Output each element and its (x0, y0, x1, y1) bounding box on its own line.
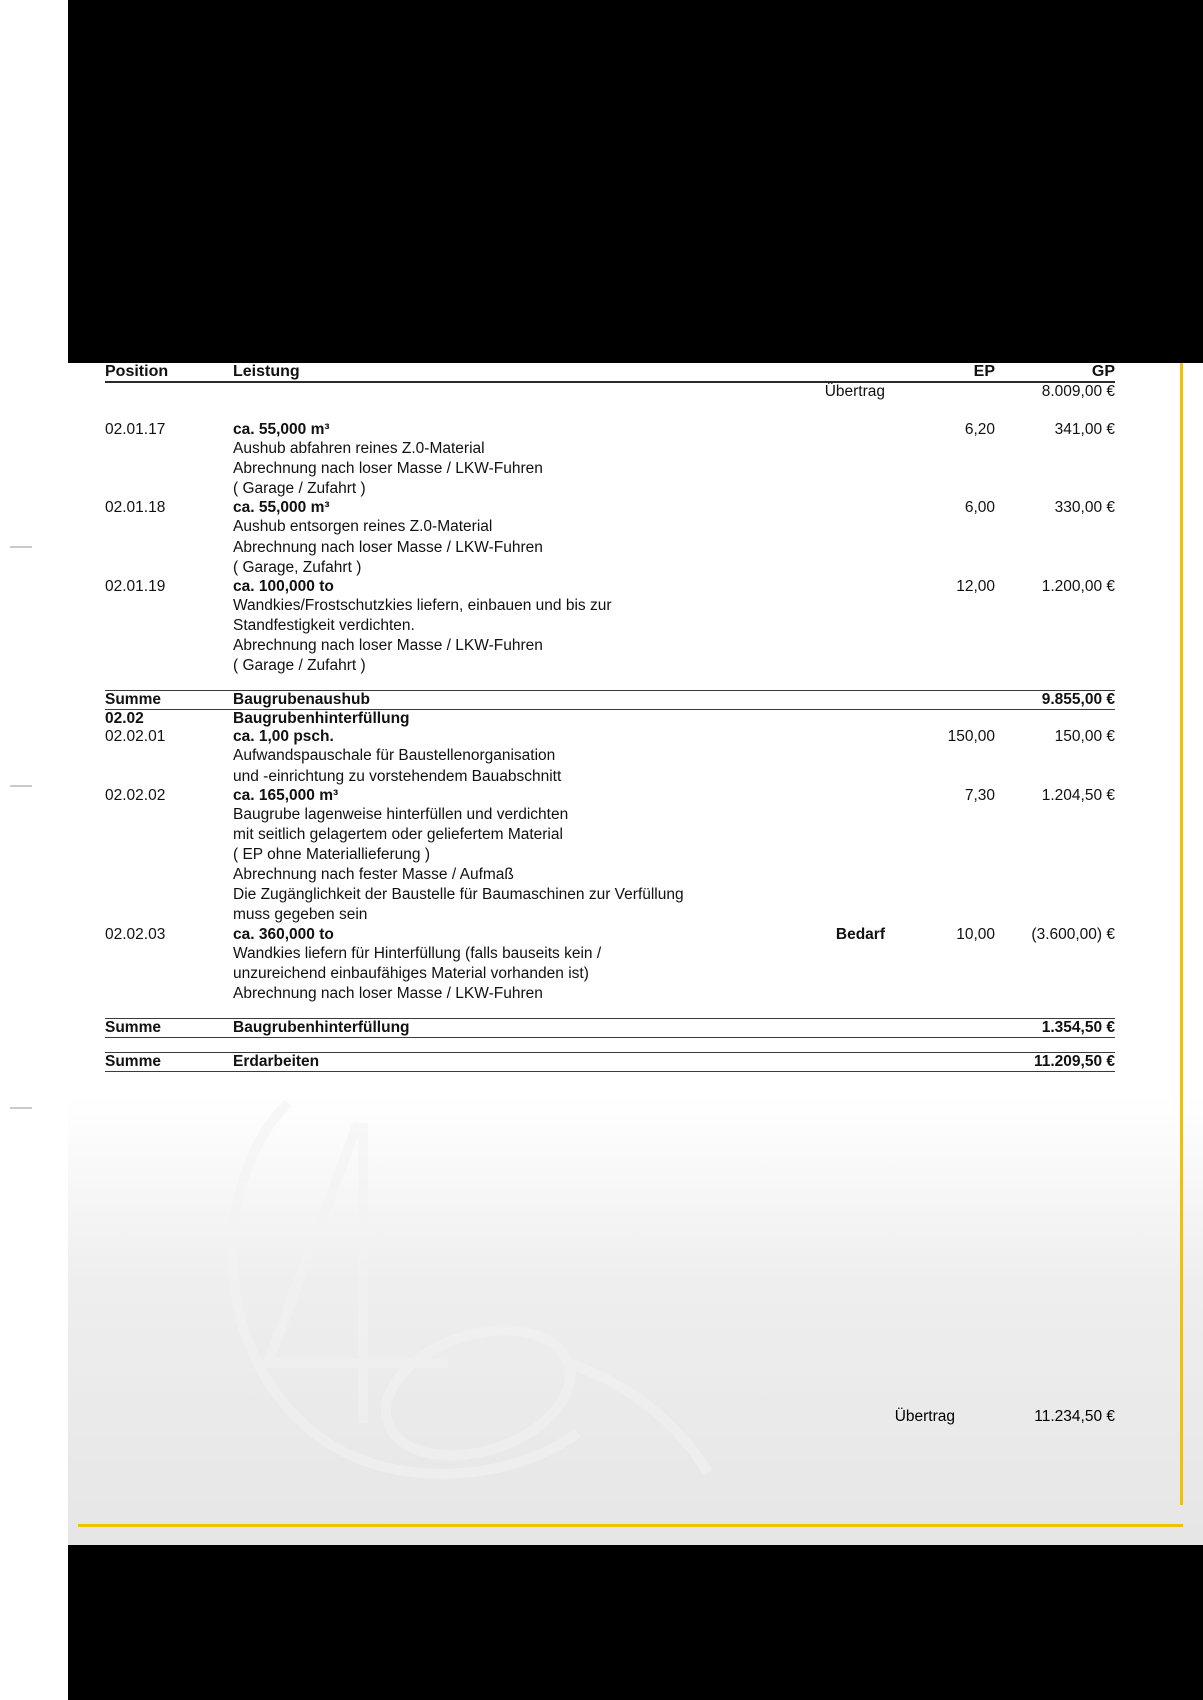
sum-title: Baugrubenaushub (233, 691, 370, 709)
item-description-cell (233, 926, 789, 1004)
summary-row-baugrubenaushub (105, 691, 1115, 709)
group-ep (885, 710, 995, 728)
item-ep: 6,20 (964, 421, 995, 438)
group-number: 02.02 (105, 710, 144, 728)
item-line: Wandkies liefern für Hinterfüllung (falls bauseits kein / (233, 944, 602, 962)
table-row[interactable] (105, 728, 1115, 786)
sum-value: 1.354,50 € (1041, 1018, 1115, 1036)
sum-flag (789, 1019, 885, 1037)
group-heading-row (105, 710, 1115, 728)
item-line: Standfestigkeit verdichten. (233, 616, 415, 634)
column-header-leistung: Leistung (233, 363, 300, 380)
item-description-cell (233, 421, 789, 499)
item-position: 02.02.03 (105, 925, 166, 943)
summary-row-erdarbeiten (105, 1053, 1115, 1071)
total-title: Erdarbeiten (233, 1052, 320, 1070)
table-row[interactable] (105, 499, 1115, 577)
item-line: Aushub entsorgen reines Z.0-Material (233, 518, 493, 536)
item-position: 02.01.19 (105, 577, 166, 595)
company-watermark-logo (148, 1063, 768, 1533)
item-line: Wandkies/Frostschutzkies liefern, einbauen und bis zur (233, 596, 612, 614)
item-position: 02.02.01 (105, 728, 166, 746)
item-title: ca. 1,00 psch. (233, 728, 334, 746)
item-ep: 150,00 (947, 728, 995, 746)
item-line: muss gegeben sein (233, 906, 368, 924)
item-line: Abrechnung nach loser Masse / LKW-Fuhren (233, 538, 543, 556)
sum-label: Summe (105, 1018, 161, 1036)
margin-tick-1 (10, 546, 32, 548)
item-line: unzureichend einbaufähiges Material vorhanden ist) (233, 964, 589, 982)
item-ep: 6,00 (964, 499, 995, 517)
item-flag-bedarf: Bedarf (835, 925, 885, 943)
item-gp: 1.200,00 € (1041, 577, 1115, 595)
item-position: 02.01.18 (105, 499, 166, 517)
table-header-row (105, 363, 1115, 381)
column-header-gp: GP (1091, 363, 1115, 380)
item-gp: 150,00 € (1054, 728, 1115, 746)
group-title: Baugrubenhinterfüllung (233, 710, 410, 728)
summary-row-baugrubenhinterfuellung (105, 1019, 1115, 1037)
item-line: Abrechnung nach loser Masse / LKW-Fuhren (233, 637, 543, 655)
sum-flag (789, 691, 885, 709)
top-banner (68, 0, 1203, 363)
sum-ep (885, 691, 995, 709)
item-flag (789, 421, 885, 499)
total-flag (789, 1053, 885, 1071)
item-flag (789, 578, 885, 677)
column-header-ep: EP (973, 363, 995, 380)
total-divider-bottom (105, 1071, 1115, 1072)
carry-top-spacer (105, 383, 233, 401)
item-flag (789, 499, 885, 577)
item-gp: 1.204,50 € (1041, 786, 1115, 804)
accent-rule-bottom (78, 1524, 1183, 1527)
document-content (105, 363, 1115, 1072)
sum-title: Baugrubenhinterfüllung (233, 1018, 410, 1036)
total-ep (885, 1053, 995, 1071)
item-line: Die Zugänglichkeit der Baustelle für Baumaschinen zur Verfüllung (233, 886, 684, 904)
sum-value: 9.855,00 € (1041, 691, 1115, 709)
item-description (233, 746, 789, 786)
group-flag (789, 710, 885, 728)
carry-bottom-label: Übertrag (894, 1408, 955, 1425)
item-line: Abrechnung nach fester Masse / Aufmaß (233, 866, 514, 884)
items-group-2 (105, 710, 1115, 1004)
items-group-1 (105, 421, 1115, 676)
table-row[interactable] (105, 421, 1115, 499)
item-description (233, 805, 789, 926)
item-title: ca. 100,000 to (233, 577, 334, 595)
item-description-cell (233, 499, 789, 577)
item-line: Aufwandspauschale für Baustellenorganisation (233, 747, 556, 765)
item-description-cell (233, 728, 789, 786)
sum-label: Summe (105, 691, 161, 709)
accent-rule-right (1180, 363, 1183, 1505)
item-position: 02.01.17 (105, 421, 166, 438)
carry-forward-top (105, 383, 1115, 401)
column-header-flag (789, 363, 885, 381)
margin-tick-2 (10, 785, 32, 787)
item-gp: (3.600,00) € (1031, 925, 1115, 943)
document-sheet (68, 363, 1203, 1545)
sum-ep (885, 1019, 995, 1037)
item-title: ca. 55,000 m³ (233, 421, 330, 438)
group-gp (995, 710, 1115, 728)
table-row[interactable] (105, 787, 1115, 926)
bottom-banner (68, 1545, 1203, 1700)
carry-bottom-value: 11.234,50 € (1034, 1408, 1115, 1425)
item-line: Abrechnung nach loser Masse / LKW-Fuhren (233, 460, 543, 478)
item-description (233, 517, 789, 577)
item-line: ( EP ohne Materiallieferung ) (233, 845, 431, 863)
item-description (233, 596, 789, 677)
item-title: ca. 165,000 m³ (233, 786, 339, 804)
item-line: ( Garage, Zufahrt ) (233, 558, 362, 576)
carry-top-spacer2 (233, 383, 789, 401)
item-line: Abrechnung nach loser Masse / LKW-Fuhren (233, 984, 543, 1002)
item-title: ca. 360,000 to (233, 925, 334, 943)
item-position: 02.02.02 (105, 786, 166, 804)
item-ep: 10,00 (956, 925, 995, 943)
item-line: mit seitlich gelagertem oder geliefertem Material (233, 825, 563, 843)
carry-top-ep (885, 383, 995, 401)
item-description-cell (233, 578, 789, 677)
table-row[interactable] (105, 578, 1115, 677)
carry-top-value: 8.009,00 € (1041, 383, 1115, 400)
item-ep: 12,00 (956, 577, 995, 595)
total-label: Summe (105, 1052, 161, 1070)
item-description-cell (233, 787, 789, 926)
item-line: ( Garage / Zufahrt ) (233, 657, 366, 675)
item-ep: 7,30 (964, 786, 995, 804)
total-value: 11.209,50 € (1033, 1052, 1115, 1070)
table-row[interactable] (105, 926, 1115, 1004)
item-flag (789, 787, 885, 926)
carry-top-label: Übertrag (824, 383, 885, 400)
item-line: ( Garage / Zufahrt ) (233, 480, 366, 498)
item-title: ca. 55,000 m³ (233, 499, 330, 517)
item-flag (789, 728, 885, 786)
item-line: Baugrube lagenweise hinterfüllen und verdichten (233, 805, 569, 823)
margin-tick-3 (10, 1107, 32, 1109)
item-line: und -einrichtung zu vorstehendem Bauabschnitt (233, 767, 562, 785)
item-description (233, 439, 789, 499)
line-item-table (105, 363, 1115, 381)
item-gp: 330,00 € (1054, 499, 1115, 517)
item-description (233, 944, 789, 1004)
item-gp: 341,00 € (1054, 421, 1115, 438)
column-header-position: Position (105, 363, 169, 380)
item-line: Aushub abfahren reines Z.0-Material (233, 440, 485, 457)
